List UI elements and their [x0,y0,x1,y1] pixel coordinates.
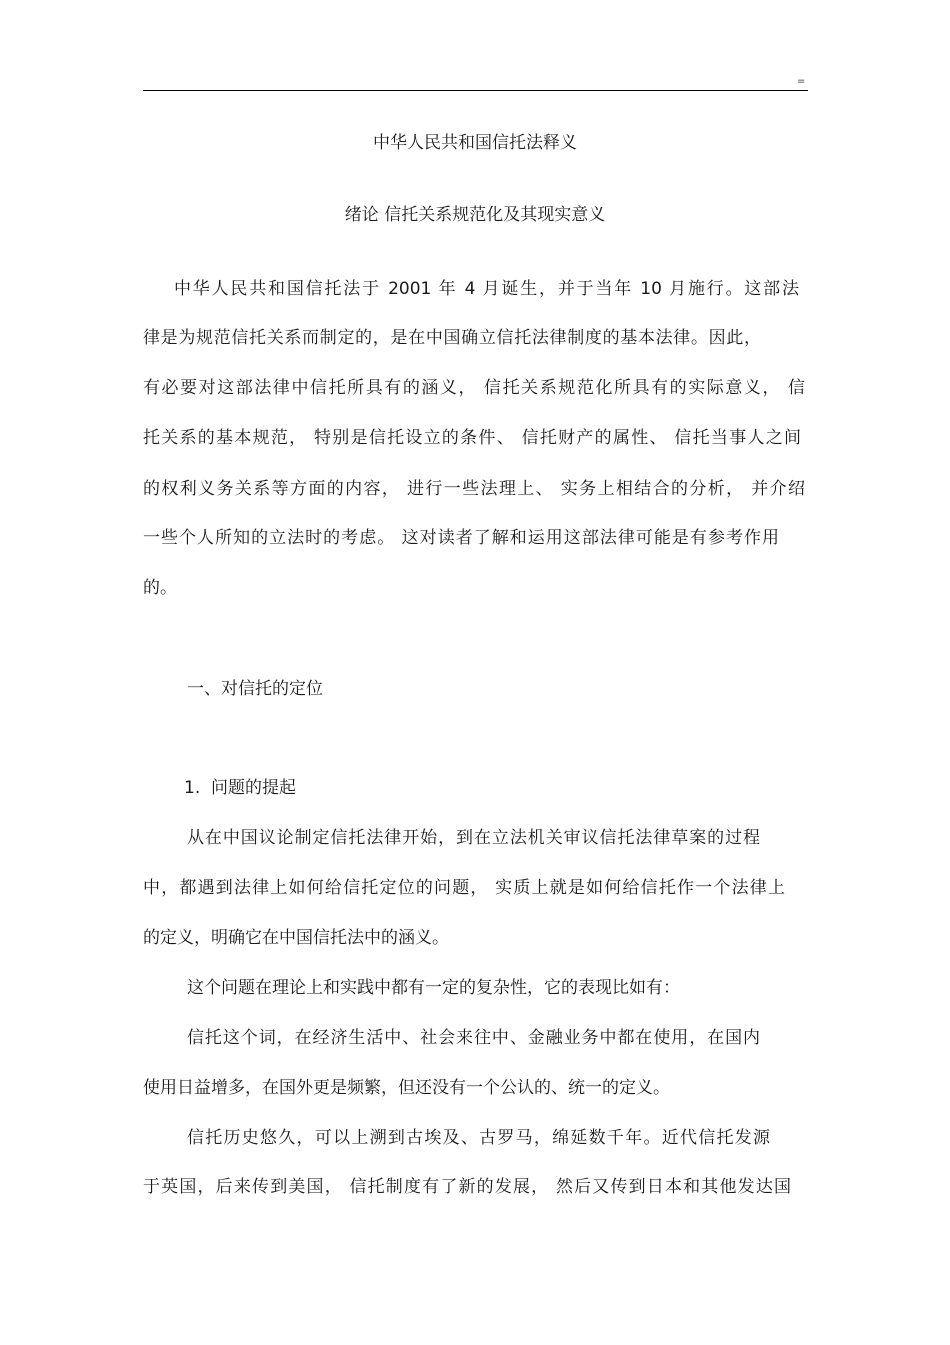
body-line: 使用日益增多，在国外更是频繁，但还没有一个公认的、统一的定义。 [143,1078,670,1098]
header-mark: = [797,76,806,87]
intro-line: 的。 [143,578,177,598]
section-heading: 一、对信托的定位 [187,679,323,699]
intro-line: 托关系的基本规范， 特别是信托设立的条件、 信托财产的属性、 信托当事人之间 [143,428,801,448]
body-line: 这个问题在理论上和实践中都有一定的复杂性，它的表现比如有： [187,978,680,998]
intro-line: 的权利义务关系等方面的内容， 进行一些法理上、 实务上相结合的分析， 并介绍 [143,479,805,499]
intro-line: 有必要对这部法律中信托所具有的涵义， 信托关系规范化所具有的实际意义， 信 [143,378,805,398]
body-line: 信托这个词，在经济生活中、社会来往中、金融业务中都在使用，在国内 [187,1028,760,1048]
body-line: 于英国，后来传到美国， 信托制度有了新的发展， 然后又传到日本和其他发达国 [143,1177,791,1197]
intro-line: 中华人民共和国信托法于 2001 年 4 月诞生，并于当年 10 月施行。这部法 [174,279,799,299]
intro-line: 律是为规范信托关系而制定的，是在中国确立信托法律制度的基本法律。因此， [143,328,761,348]
document-title: 中华人民共和国信托法释义 [373,133,577,153]
body-line: 中，都遇到法律上如何给信托定位的问题， 实质上就是如何给信托作一个法律上 [143,878,785,898]
subsection-heading: 1. 问题的提起 [184,778,297,798]
body-line: 信托历史悠久，可以上溯到古埃及、古罗马，绵延数千年。近代信托发源 [187,1128,770,1148]
body-line: 的定义，明确它在中国信托法中的涵义。 [143,928,449,948]
body-line: 从在中国议论制定信托法律开始，到在立法机关审议信托法律草案的过程 [187,828,760,848]
intro-line: 一些个人所知的立法时的考虑。 这对读者了解和运用这部法律可能是有参考作用 [143,528,779,548]
document-subtitle: 绪论 信托关系规范化及其现实意义 [344,205,606,225]
header-rule [143,90,808,91]
